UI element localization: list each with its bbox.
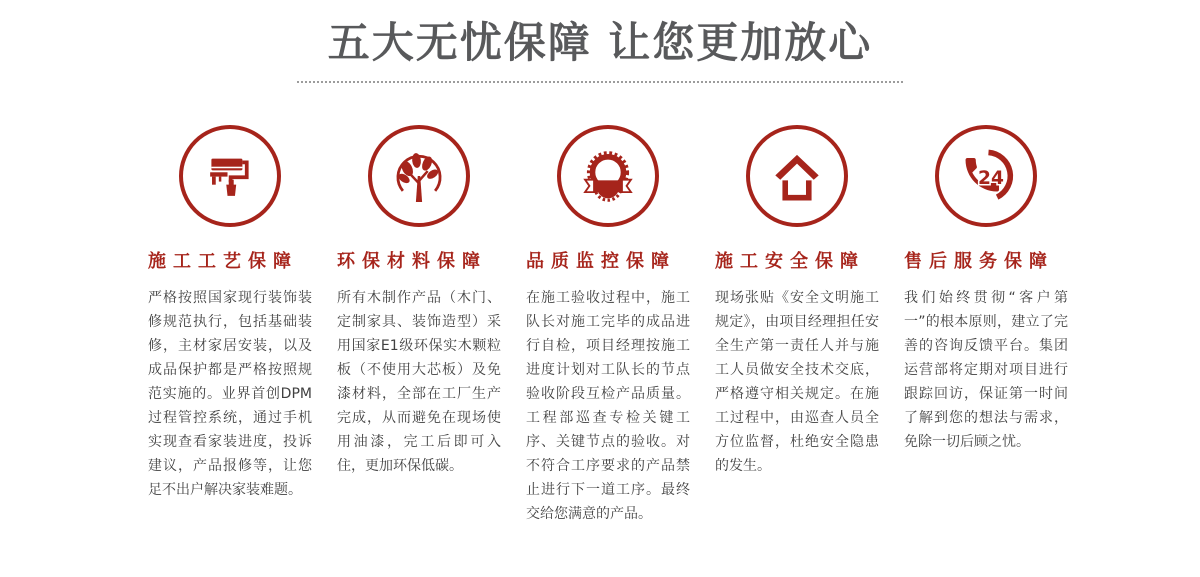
guarantee-column-eco: [337, 125, 501, 526]
guarantee-description: 现场张贴《安全文明施工规定》，由项目经理担任安全生产第一责任人并与施工人员做安全技术交底，严格遵守相关规定。在施工过程中，由巡查人员全方位监督，杜绝安全隐患的发生。: [715, 290, 879, 475]
quality-medal-icon: [577, 145, 639, 207]
guarantee-icon-circle: [746, 125, 848, 227]
guarantee-column-service: [904, 125, 1068, 526]
guarantee-column-quality: [526, 125, 690, 526]
guarantee-title: 施工安全保障: [715, 251, 865, 273]
guarantee-title: 环保材料保障: [337, 251, 487, 273]
service-phone-24-icon: [955, 145, 1017, 207]
paint-roller-icon: [199, 145, 261, 207]
page-title: 五大无忧保障 让您更加放心: [327, 18, 873, 67]
safety-house-icon: [766, 145, 828, 207]
guarantee-icon-circle: [179, 125, 281, 227]
guarantee-icon-circle: [935, 125, 1037, 227]
guarantee-title: 售后服务保障: [904, 251, 1054, 273]
guarantee-description: 我们始终贯彻“客户第一”的根本原则，建立了完善的咨询反馈平台。集团运营部将定期对项目进行跟踪回访，保证第一时间了解到您的想法与需求，免除一切后顾之忧。: [904, 290, 1068, 451]
phone-24-badge: 24: [978, 168, 1004, 190]
eco-tree-icon: [388, 145, 450, 207]
guarantee-column-safety: [715, 125, 879, 526]
guarantee-title: 施工工艺保障: [148, 251, 298, 273]
guarantee-icon-circle: [368, 125, 470, 227]
section-header: [0, 0, 1200, 83]
guarantee-description: 严格按照国家现行装饰装修规范执行，包括基础装修，主材家居安装，以及成品保护都是严格按照规范实施的。业界首创DPM过程管控系统，通过手机实现查看家装进度，投诉建议，产品报修等，让您足不出户解决家装难题。: [148, 290, 312, 499]
guarantee-description: 在施工验收过程中，施工队长对施工完毕的成品进行自检，项目经理按施工进度计划对工队长的节点验收阶段互检产品质量。工程部巡查专检关键工序、关键节点的验收。对不符合工序要求的产品禁止进行下一道工序。最终交给您满意的产品。: [526, 290, 690, 523]
guarantee-icon-circle: [557, 125, 659, 227]
guarantee-description: 所有木制作产品（木门、定制家具、装饰造型）采用国家E1级环保实木颗粒板（不使用大芯板）及免漆材料，全部在工厂生产完成，从而避免在现场使用油漆，完工后即可入住，更加环保低碳。: [337, 290, 501, 475]
guarantee-columns: [0, 83, 1200, 526]
guarantee-title: 品质监控保障: [526, 251, 676, 273]
guarantee-column-craft: [148, 125, 312, 526]
